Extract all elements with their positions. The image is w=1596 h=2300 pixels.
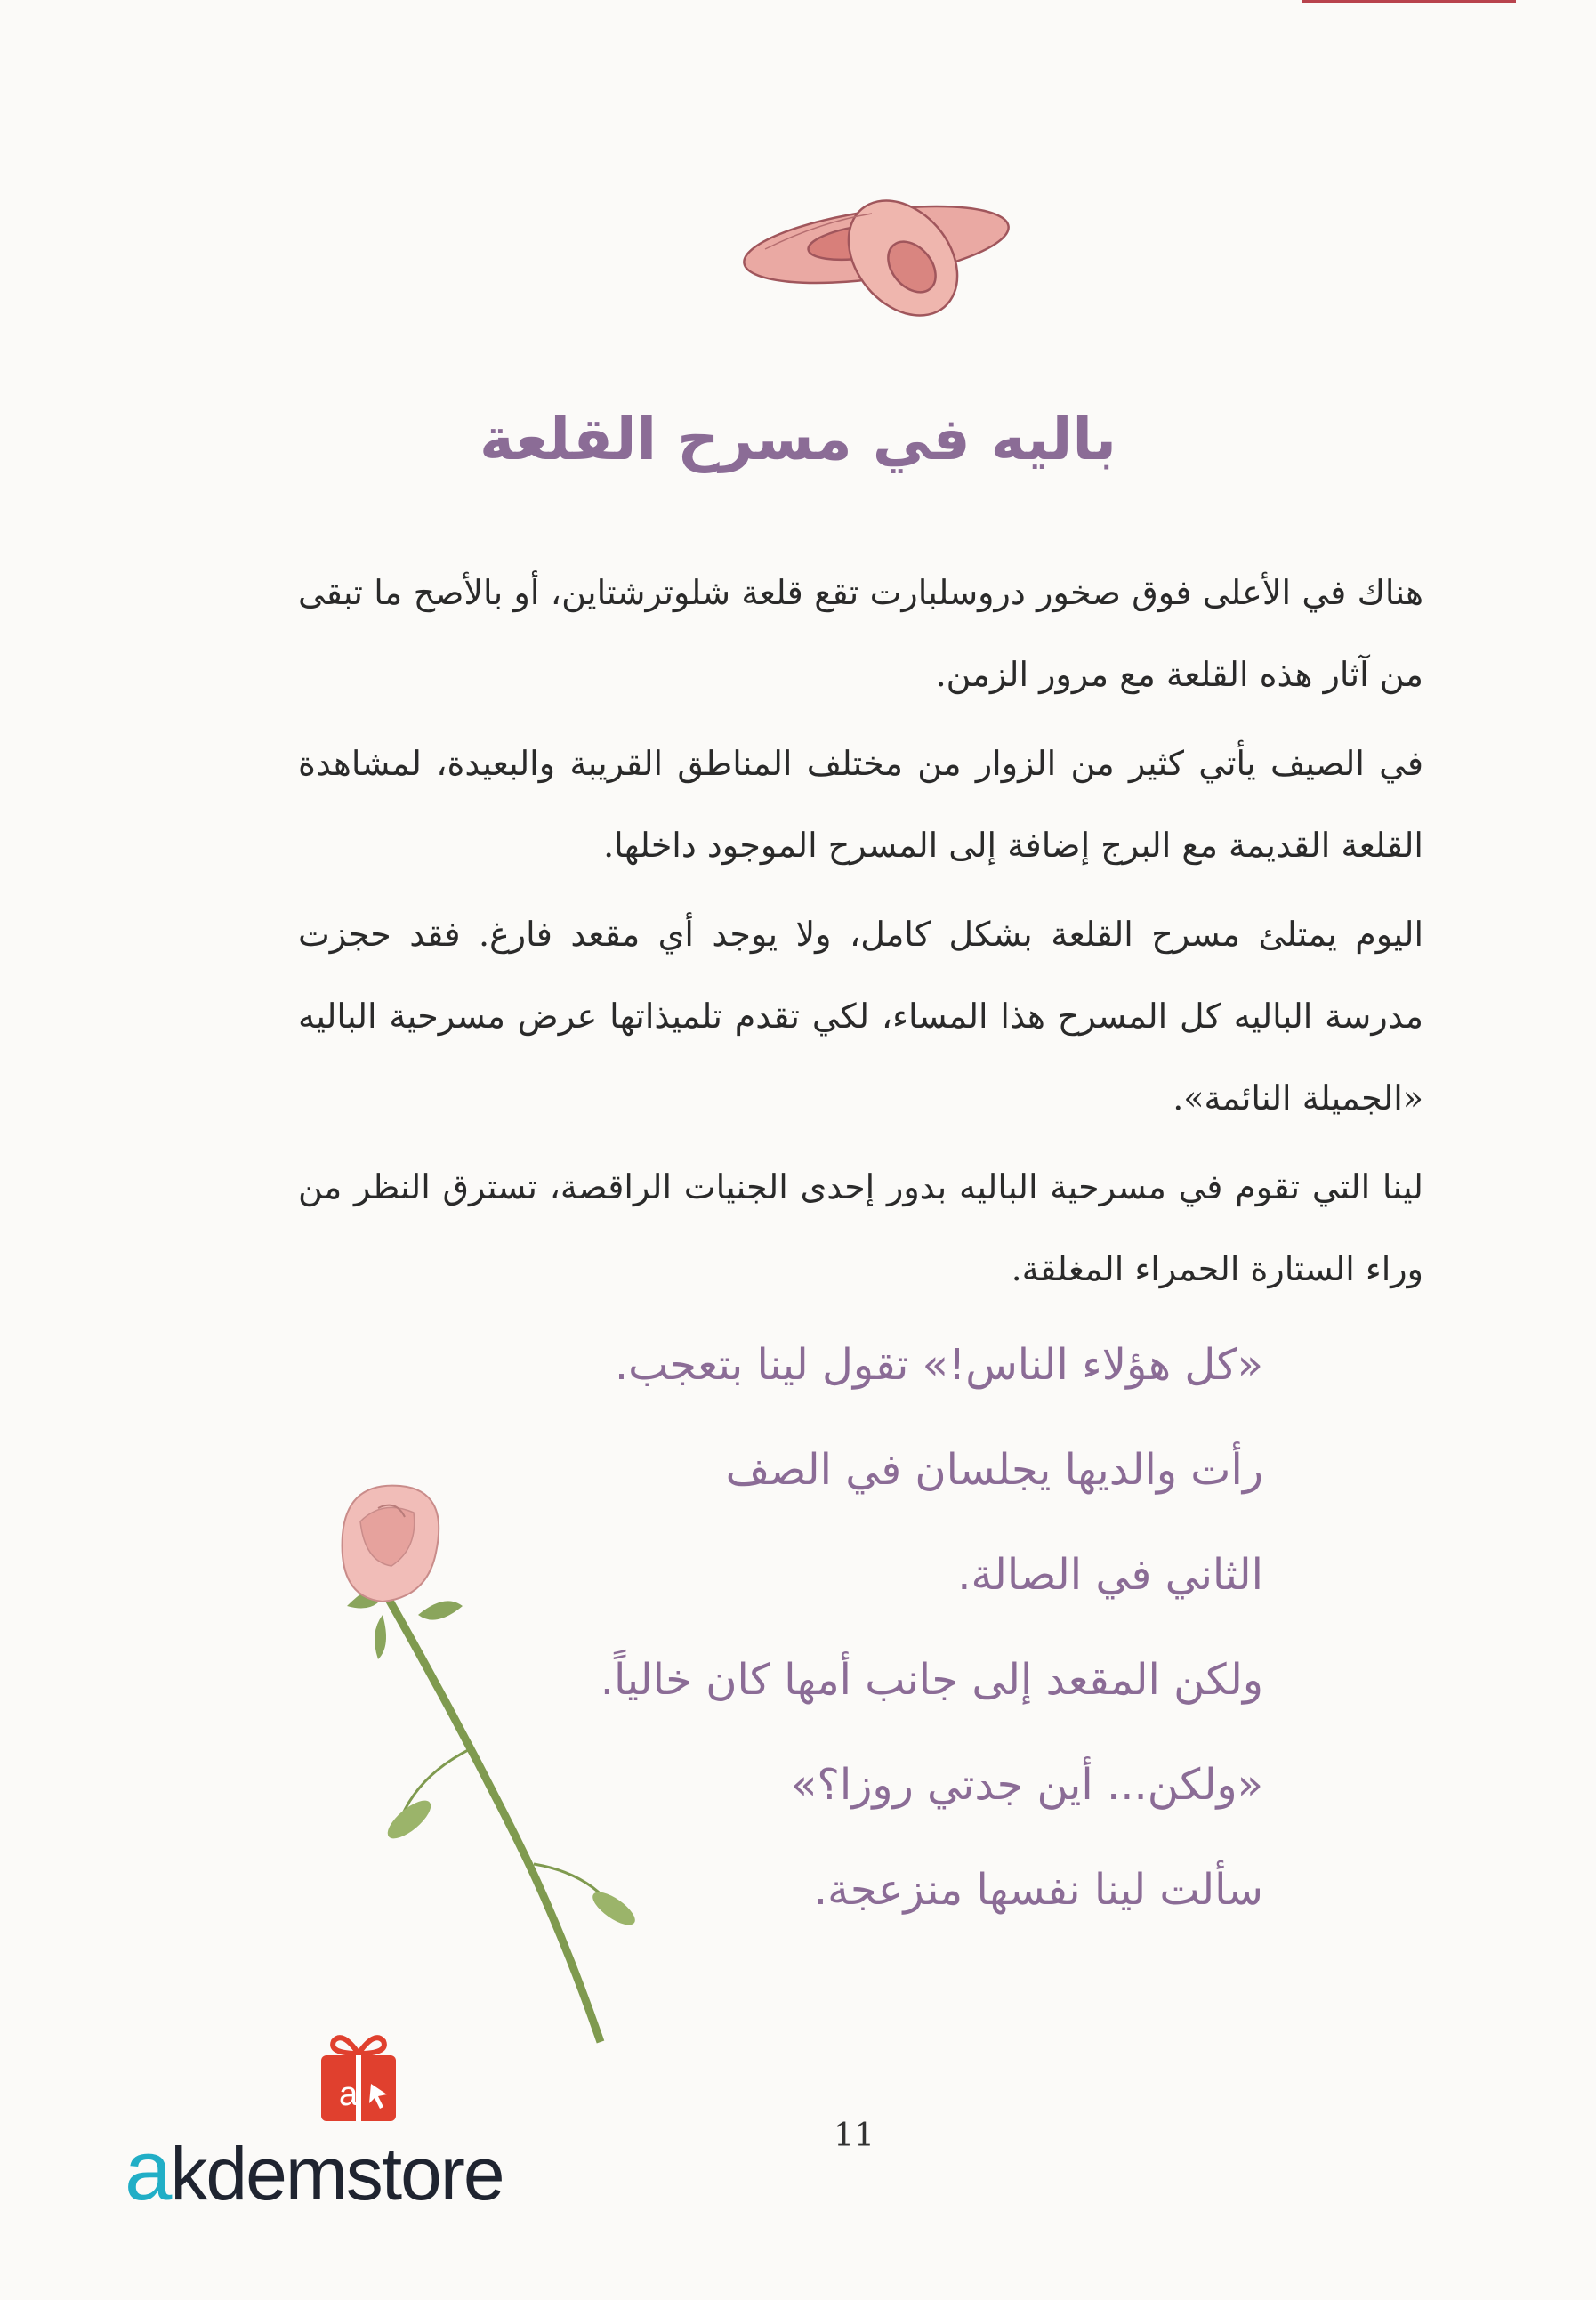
poem-line: «كل هؤلاء الناس!» تقول لينا بتعجب. [614, 1340, 1263, 1390]
poem-line: الثاني في الصالة. [957, 1550, 1263, 1600]
poem-line: ولكن المقعد إلى جانب أمها كان خالياً. [600, 1655, 1263, 1705]
body-text [298, 552, 1423, 1317]
page-number: 11 [834, 2118, 875, 2154]
paragraph: اليوم يمتلئ مسرح القلعة بشكل كامل، ولا يوجد أي مقعد فارغ. فقد حجزت مدرسة الباليه كل المسرح هذا المساء، لكي تقدم تلميذاتها عرض مسرحية الباليه «الجميلة النائمة». [298, 915, 1423, 1118]
gift-letter: a [339, 2076, 359, 2113]
page-title: باليه في مسرح القلعة [479, 405, 1116, 473]
brand-prefix: a [125, 2123, 171, 2218]
poem-line: «ولكن... أين جدتي روزا؟» [791, 1760, 1263, 1810]
paragraph: لينا التي تقوم في مسرحية الباليه بدور إحدى الجنيات الراقصة، تسترق النظر من وراء الستارة الحمراء المغلقة. [298, 1167, 1423, 1288]
top-red-rule [1302, 0, 1516, 3]
paragraph: هناك في الأعلى فوق صخور دروسلبارت تقع قلعة شلوترشتاين، أو بالأصح ما تبقى من آثار هذه القلعة مع مرور الزمن. [298, 573, 1423, 694]
brand-rest: kdemstore [170, 2132, 504, 2215]
poem-line: رأت والديها يجلسان في الصف [725, 1445, 1263, 1495]
poem-line: سألت لينا نفسها منزعجة. [813, 1865, 1263, 1915]
rose-icon [294, 1481, 756, 2051]
gift-book-icon [316, 2029, 401, 2126]
ballet-shoes-icon [712, 160, 1014, 338]
paragraph: في الصيف يأتي كثير من الزوار من مختلف المناطق القريبة والبعيدة، لمشاهدة القلعة القديمة مع البرج إضافة إلى المسرح الموجود داخلها. [298, 744, 1423, 865]
